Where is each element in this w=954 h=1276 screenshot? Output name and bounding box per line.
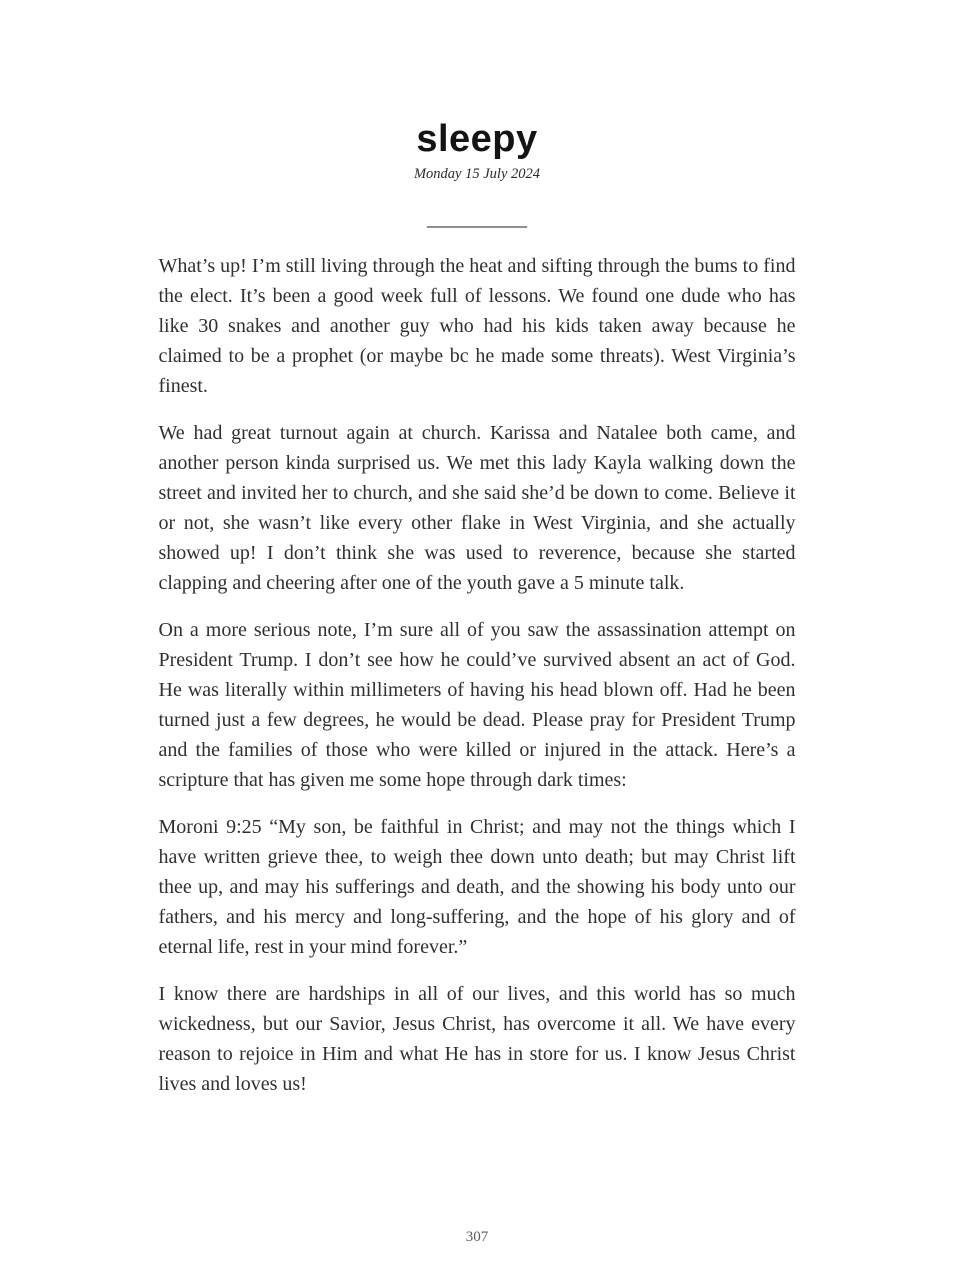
journal-paragraph-5: I know there are hardships in all of our lives, and this world has so much wickedness, but our Savior, Jesus Christ, has overcome it all. We have every reason to rejoice in Him and what He has in store for us. I know Jesus Christ lives and loves us! [158,983,796,1095]
entry-header [0,0,954,229]
divider-rule: __________ [427,215,527,229]
journal-paragraph-2: We had great turnout again at church. Karissa and Natalee both came, and another person kinda surprised us. We met this lady Kayla walking down the street and invited her to church, and she said she’d be down to come. Believe it or not, she wasn’t like every other flake in West Virginia, and she actually showed up! I don’t think she was used to reverence, because she started clapping and cheering after one of the youth gave a 5 minute talk. [158,422,796,594]
journal-paragraph-1: What’s up! I’m still living through the heat and sifting through the bums to find the elect. It’s been a good week full of lessons. We found one dude who has like 30 snakes and another guy who had his kids taken away because he claimed to be a prophet (or maybe bc he made some threats). West Virginia’s finest. [158,255,796,397]
journal-paragraph-4: Moroni 9:25 “My son, be faithful in Christ; and may not the things which I have written grieve thee, to weigh thee down unto death; but may Christ lift thee up, and may his sufferings and death, and the showing his body unto our fathers, and his mercy and long-suffering, and the hope of his glory and of eternal life, rest in your mind forever.” [158,816,796,958]
entry-date: Monday 15 July 2024 [413,166,541,182]
page-footer [0,1229,954,1246]
entry-title: sleepy [416,118,538,160]
page-number: 307 [465,1229,489,1245]
journal-paragraph-3: On a more serious note, I’m sure all of you saw the assassination attempt on President Trump. I don’t see how he could’ve survived absent an act of God. He was literally within millimeters of having his head blown off. Had he been turned just a few degrees, he would be dead. Please pray for President Trump and the families of those who were killed or injured in the attack. Here’s a scripture that has given me some hope through dark times: [158,619,796,791]
entry-body [159,251,796,1099]
